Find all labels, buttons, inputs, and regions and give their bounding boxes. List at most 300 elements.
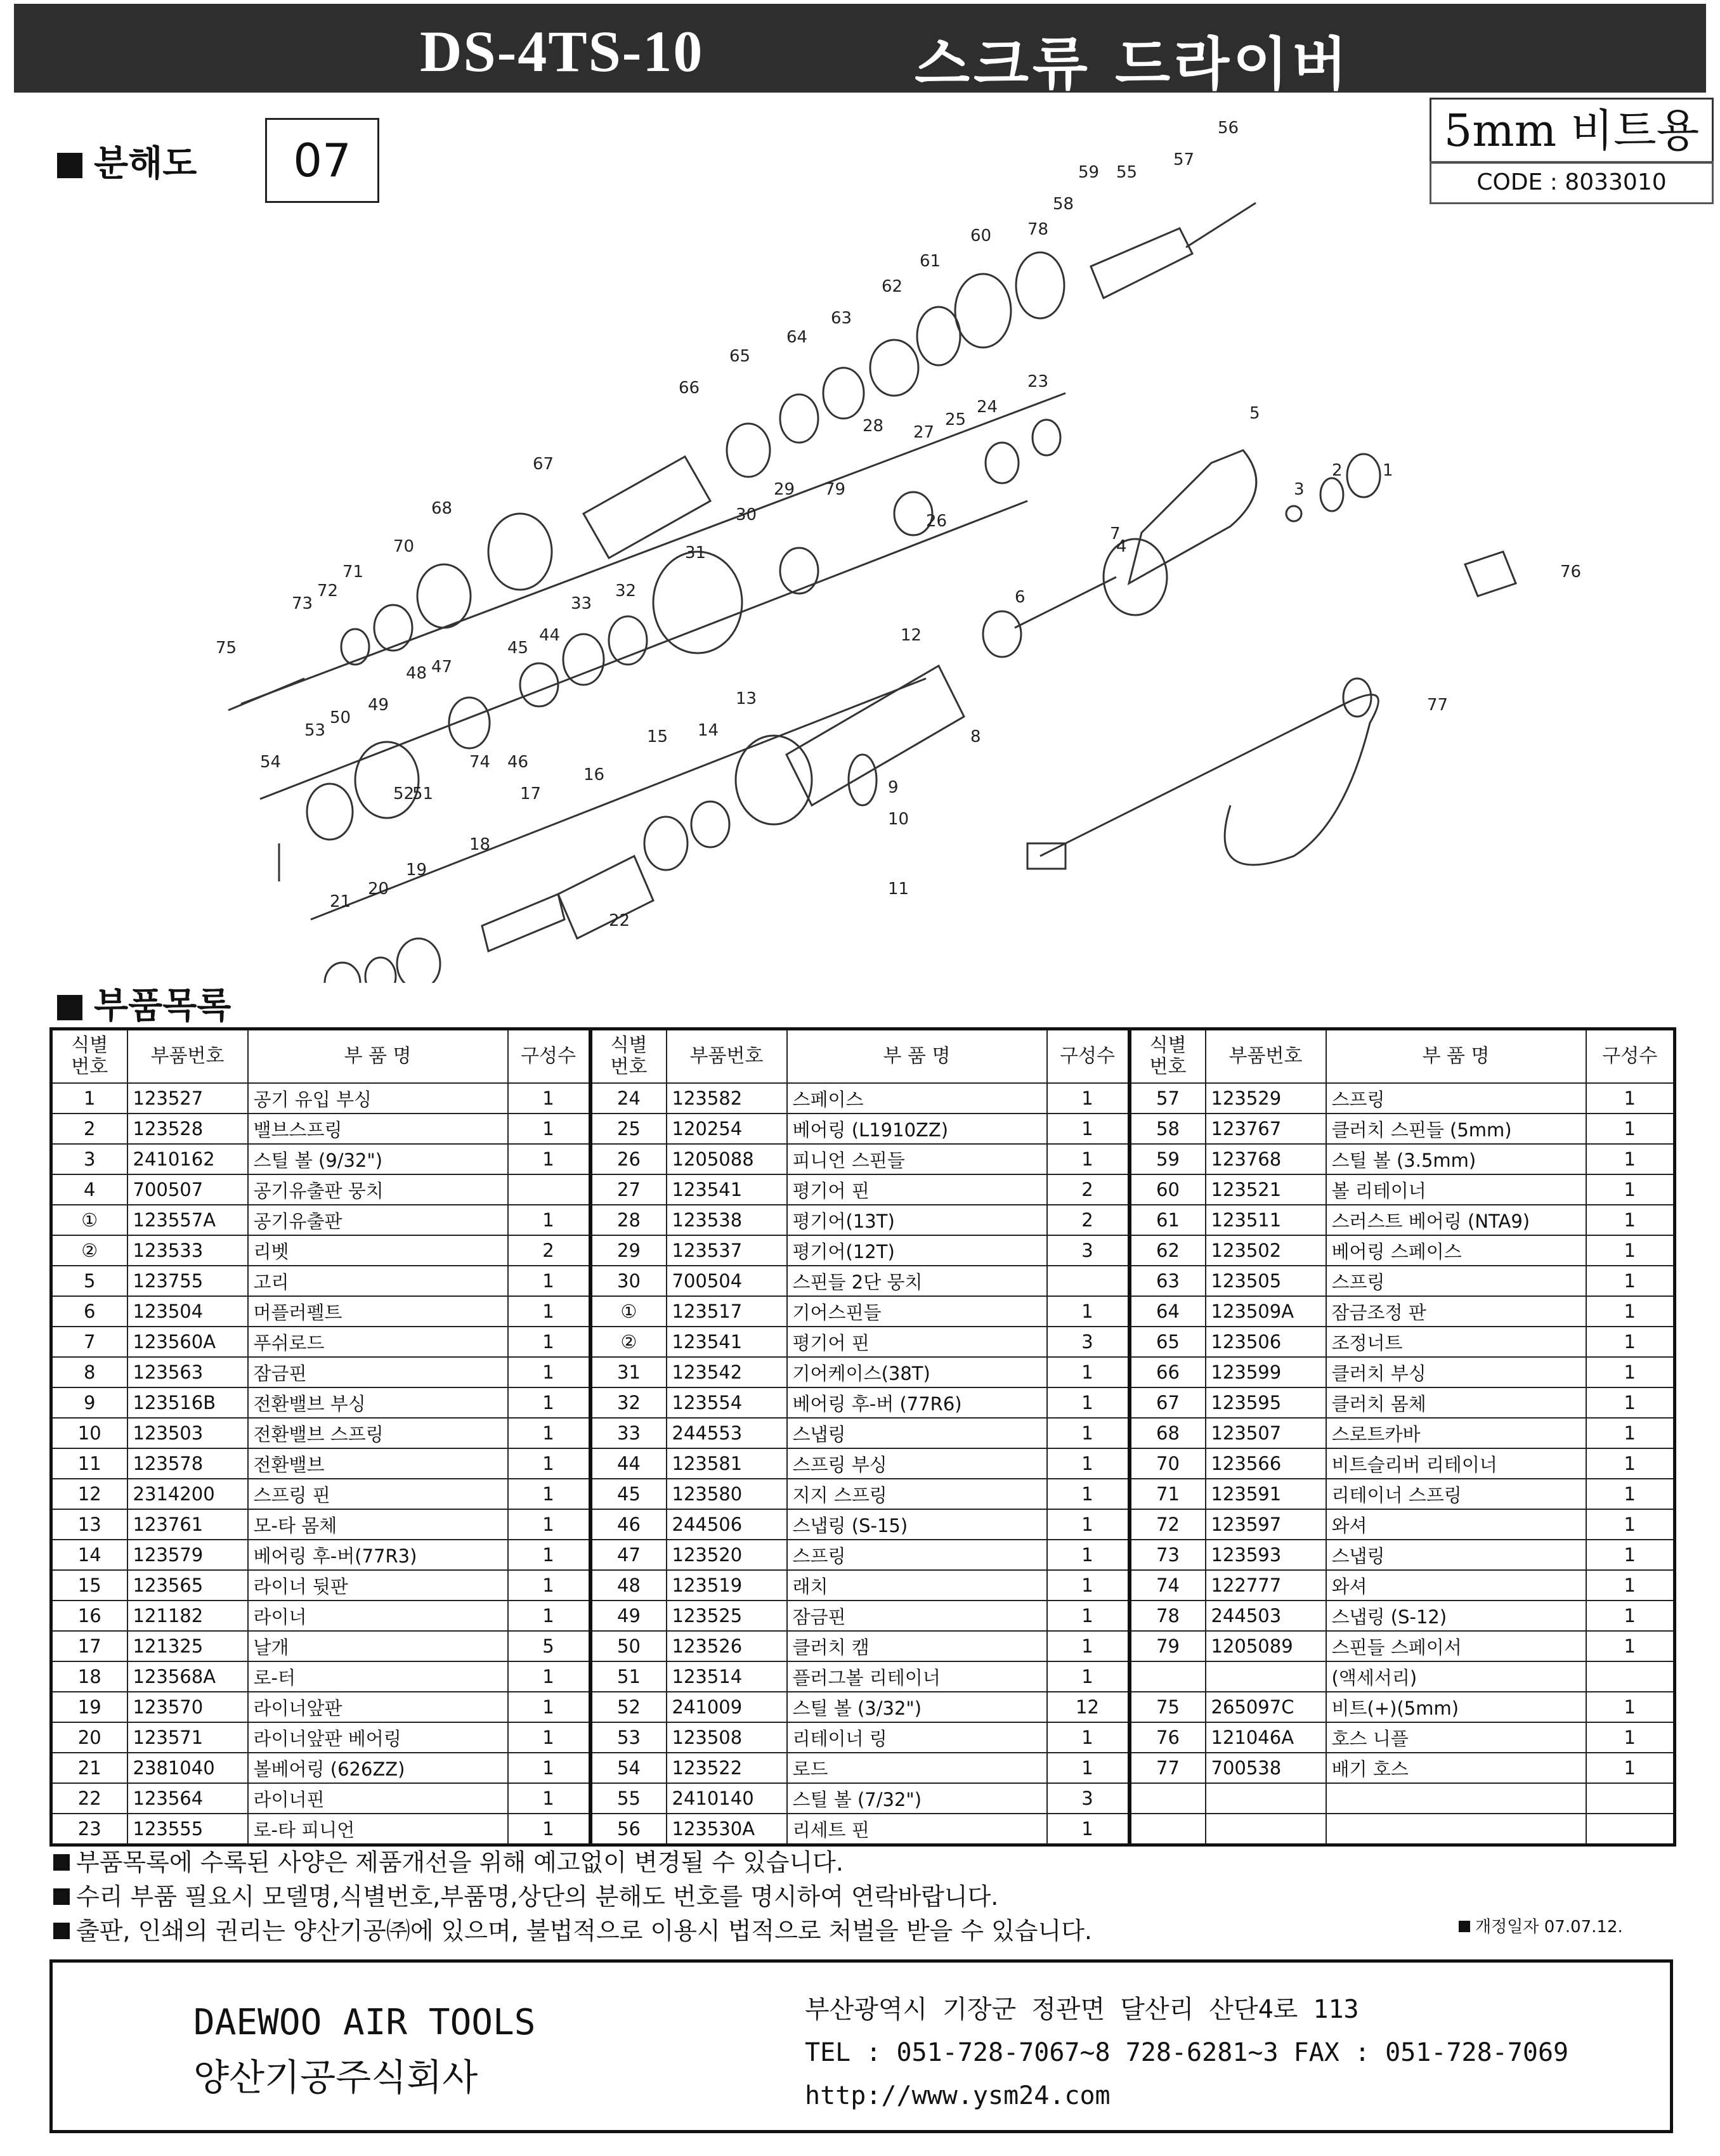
cell-qty: 1 xyxy=(1047,1570,1130,1601)
callout-label: 28 xyxy=(863,417,884,436)
cell-id: 15 xyxy=(51,1570,127,1601)
cell-part-no: 123767 xyxy=(1206,1114,1326,1144)
inlet-bushing-part xyxy=(1347,454,1380,497)
parts-table xyxy=(49,1027,1676,1847)
cell-id: 12 xyxy=(51,1479,127,1509)
cell-qty: 1 xyxy=(1047,1479,1130,1509)
cell-part-name: 로드 xyxy=(787,1753,1047,1783)
cell-qty: 1 xyxy=(1586,1448,1675,1479)
cell-qty: 1 xyxy=(1586,1296,1675,1327)
cell-id: 16 xyxy=(51,1601,127,1631)
diagram-page-number: 07 xyxy=(265,118,379,203)
retainer-ring-part xyxy=(307,784,353,840)
cell-part-no: 700538 xyxy=(1206,1753,1326,1783)
cell-part-no: 2381040 xyxy=(127,1753,248,1783)
cell-qty: 1 xyxy=(1586,1387,1675,1418)
cell-qty: 1 xyxy=(1586,1327,1675,1357)
table-row xyxy=(51,1266,1675,1296)
cell-qty: 1 xyxy=(1586,1083,1675,1114)
cell-id: 63 xyxy=(1130,1266,1206,1296)
muffler-felt-part xyxy=(983,611,1021,657)
table-row xyxy=(51,1448,1675,1479)
cell-id: 5 xyxy=(51,1266,127,1296)
cell-id: 13 xyxy=(51,1509,127,1540)
cell-qty: 1 xyxy=(508,1570,590,1601)
callout-label: 9 xyxy=(888,778,899,797)
cell-part-no: 700507 xyxy=(127,1174,248,1205)
cell-id: 59 xyxy=(1130,1144,1206,1174)
cell-qty: 12 xyxy=(1047,1692,1130,1722)
cell-part-name: 클러치 부싱 xyxy=(1326,1357,1586,1387)
cell-id: 20 xyxy=(51,1722,127,1753)
cell-id: 23 xyxy=(51,1814,127,1845)
cell-qty: 1 xyxy=(508,1540,590,1570)
ball-bearing-part xyxy=(325,963,360,983)
table-row xyxy=(51,1296,1675,1327)
cell-part-no: 123538 xyxy=(667,1205,787,1235)
col-header-qty: 구성수 xyxy=(508,1029,590,1084)
cell-qty: 1 xyxy=(1047,1631,1130,1661)
table-row xyxy=(51,1509,1675,1540)
callout-label: 10 xyxy=(888,810,909,829)
cell-id: 32 xyxy=(590,1387,667,1418)
callout-label: 53 xyxy=(304,721,326,740)
liner-front-plate-part xyxy=(397,938,440,983)
callout-label: 70 xyxy=(393,537,415,556)
cell-qty: 1 xyxy=(1047,1083,1130,1114)
diagram-guide-line xyxy=(260,501,1027,799)
cell-part-name: 베어링 후-버(77R3) xyxy=(248,1540,508,1570)
cell-part-no: 123516B xyxy=(127,1387,248,1418)
cell-part-no: 2410140 xyxy=(667,1783,787,1814)
cell-part-name: 잠금핀 xyxy=(787,1601,1047,1631)
cell-part-no xyxy=(1206,1783,1326,1814)
cell-qty: 1 xyxy=(1047,1661,1130,1692)
bullet-square-icon xyxy=(53,1854,70,1871)
cell-part-no: 123582 xyxy=(667,1083,787,1114)
cell-part-name: 라이너앞판 베어링 xyxy=(248,1722,508,1753)
company-name-en: DAEWOO AIR TOOLS xyxy=(193,2002,536,2043)
table-row xyxy=(51,1174,1675,1205)
cell-part-no: 123504 xyxy=(127,1296,248,1327)
callout-label: 7 xyxy=(1110,524,1121,543)
col-header-id: 식별 번호 xyxy=(51,1029,127,1084)
cell-id: ① xyxy=(51,1205,127,1235)
callout-label: 14 xyxy=(698,721,719,740)
cell-qty xyxy=(1586,1814,1675,1845)
cell-id: 62 xyxy=(1130,1235,1206,1266)
cell-part-no: 123525 xyxy=(667,1601,787,1631)
cell-part-name: 푸쉬로드 xyxy=(248,1327,508,1357)
cell-part-no: 123517 xyxy=(667,1296,787,1327)
cell-part-no: 2410162 xyxy=(127,1144,248,1174)
cell-qty: 1 xyxy=(508,1387,590,1418)
cell-part-no: 122777 xyxy=(1206,1570,1326,1601)
thrust-bearing-part xyxy=(955,274,1011,347)
parts-table-body xyxy=(51,1083,1675,1845)
cell-part-name: 스핀들 스페이서 xyxy=(1326,1631,1586,1661)
cell-part-name: 잠금조정 판 xyxy=(1326,1296,1586,1327)
cell-part-no: 123591 xyxy=(1206,1479,1326,1509)
cell-part-no: 123521 xyxy=(1206,1174,1326,1205)
product-code: CODE : 8033010 xyxy=(1430,161,1714,204)
retainer-spring-part xyxy=(374,605,412,651)
col-header-id: 식별 번호 xyxy=(1130,1029,1206,1084)
phone-fax: TEL : 051-728-7067~8 728-6281~3 FAX : 051-728-7069 xyxy=(805,2038,1569,2067)
col-header-part-name: 부 품 명 xyxy=(248,1029,508,1084)
callout-label: 20 xyxy=(368,880,389,899)
cell-part-name: 날개 xyxy=(248,1631,508,1661)
callout-label: 24 xyxy=(977,398,998,417)
valve-spring-part xyxy=(1320,478,1343,511)
cell-id: 21 xyxy=(51,1753,127,1783)
bullet-square-icon xyxy=(57,995,82,1020)
spacer-part xyxy=(917,307,960,365)
callout-label: 3 xyxy=(1294,480,1305,499)
cell-part-name: 베어링 후-버 (77R6) xyxy=(787,1387,1047,1418)
cell-part-no: 123527 xyxy=(127,1083,248,1114)
note-text: 출판, 인쇄의 권리는 양산기공㈜에 있으며, 불법적으로 이용시 법적으로 처벌을 받을 수 있습니다. xyxy=(76,1917,1093,1945)
cell-id: 47 xyxy=(590,1540,667,1570)
cell-part-no: 123530A xyxy=(667,1814,787,1845)
cell-part-name: 클러치 스핀들 (5mm) xyxy=(1326,1114,1586,1144)
table-row xyxy=(51,1570,1675,1601)
contact-block xyxy=(805,1988,1568,2117)
callout-label: 30 xyxy=(736,505,757,524)
cell-part-no: 123555 xyxy=(127,1814,248,1845)
cell-qty xyxy=(1586,1661,1675,1692)
washer-part xyxy=(341,629,369,665)
cell-part-name: 스로트카바 xyxy=(1326,1418,1586,1448)
cell-part-name: 기어스핀들 xyxy=(787,1296,1047,1327)
cell-part-name: 평기어 핀 xyxy=(787,1327,1047,1357)
cell-id: 64 xyxy=(1130,1296,1206,1327)
cell-qty: 1 xyxy=(1047,1418,1130,1448)
cell-part-no: 121182 xyxy=(127,1601,248,1631)
table-row xyxy=(51,1144,1675,1174)
note-item xyxy=(53,1845,1092,1880)
cell-part-name: 공기유출판 뭉치 xyxy=(248,1174,508,1205)
callout-label: 19 xyxy=(406,860,427,880)
cell-part-name: 스냅링 xyxy=(1326,1540,1586,1570)
cell-qty: 1 xyxy=(508,1144,590,1174)
spring-part xyxy=(870,340,918,396)
callout-label: 60 xyxy=(970,226,992,245)
table-row xyxy=(51,1479,1675,1509)
cell-part-name: 스프링 xyxy=(1326,1266,1586,1296)
diagram-guide-line xyxy=(241,393,1065,704)
cell-part-no: 1205089 xyxy=(1206,1631,1326,1661)
cell-qty: 1 xyxy=(1586,1509,1675,1540)
callout-label: 1 xyxy=(1383,461,1393,480)
cell-part-no: 123570 xyxy=(127,1692,248,1722)
cell-id: ② xyxy=(590,1327,667,1357)
cell-part-no: 123519 xyxy=(667,1570,787,1601)
col-header-part-name: 부 품 명 xyxy=(1326,1029,1586,1084)
callout-label: 6 xyxy=(1015,588,1026,607)
cell-part-no: 123581 xyxy=(667,1448,787,1479)
table-row xyxy=(51,1722,1675,1753)
cell-part-no: 123597 xyxy=(1206,1509,1326,1540)
cell-id: 71 xyxy=(1130,1479,1206,1509)
callout-label: 72 xyxy=(317,581,339,601)
cell-qty: 1 xyxy=(1586,1753,1675,1783)
diagram-section-label: 분해도 xyxy=(94,143,197,185)
cell-id: ① xyxy=(590,1296,667,1327)
cell-part-no: 120254 xyxy=(667,1114,787,1144)
callout-label: 57 xyxy=(1173,150,1195,169)
cell-qty: 2 xyxy=(1047,1205,1130,1235)
cell-part-name: 스틸 볼 (9/32") xyxy=(248,1144,508,1174)
cell-qty xyxy=(1047,1266,1130,1296)
cell-id xyxy=(1130,1783,1206,1814)
cell-qty: 1 xyxy=(1586,1114,1675,1144)
cell-id: 79 xyxy=(1130,1631,1206,1661)
callout-label: 63 xyxy=(831,309,852,328)
callout-label: 26 xyxy=(926,512,948,531)
clutch-bushing-part xyxy=(727,424,770,477)
cell-qty: 1 xyxy=(1586,1266,1675,1296)
push-rod-part xyxy=(1015,577,1116,628)
note-text: 수리 부품 필요시 모델명,식별번호,부품명,상단의 분해도 번호를 명시하여 연락바랍니다. xyxy=(76,1883,999,1911)
cell-qty: 1 xyxy=(508,1783,590,1814)
cell-part-no: 700504 xyxy=(667,1266,787,1296)
product-title: 스크류 드라이버 xyxy=(915,31,1351,98)
cell-part-no: 241009 xyxy=(667,1692,787,1722)
cell-part-name: 스프링 부싱 xyxy=(787,1448,1047,1479)
callout-label: 67 xyxy=(533,455,554,474)
callout-label: 12 xyxy=(901,626,922,645)
col-header-qty: 구성수 xyxy=(1586,1029,1675,1084)
cell-part-no xyxy=(1206,1814,1326,1845)
cell-part-no: 121325 xyxy=(127,1631,248,1661)
cell-part-no: 123554 xyxy=(667,1387,787,1418)
col-header-part-no: 부품번호 xyxy=(127,1029,248,1084)
cell-part-no: 123505 xyxy=(1206,1266,1326,1296)
callout-label: 4 xyxy=(1116,537,1127,556)
cell-qty: 1 xyxy=(508,1692,590,1722)
cell-id: 73 xyxy=(1130,1540,1206,1570)
cell-part-name: 스틸 볼 (7/32") xyxy=(787,1783,1047,1814)
cell-part-name: 플러그볼 리테이너 xyxy=(787,1661,1047,1692)
callout-label: 62 xyxy=(882,277,903,296)
cell-part-no: 123522 xyxy=(667,1753,787,1783)
note-item xyxy=(53,1880,1092,1914)
cell-part-name: 조정너트 xyxy=(1326,1327,1586,1357)
callout-label: 76 xyxy=(1560,562,1582,581)
cell-part-name: 잠금핀 xyxy=(248,1357,508,1387)
cell-part-no: 123541 xyxy=(667,1327,787,1357)
cell-id: 33 xyxy=(590,1418,667,1448)
spacer-small-part xyxy=(1033,420,1060,455)
cell-part-name: 베어링 (L1910ZZ) xyxy=(787,1114,1047,1144)
cell-qty: 1 xyxy=(1047,1448,1130,1479)
cell-part-no: 123557A xyxy=(127,1205,248,1235)
rotor-part xyxy=(482,894,564,951)
cell-id: 66 xyxy=(1130,1357,1206,1387)
liner-back-plate-part xyxy=(644,817,687,870)
cell-qty: 1 xyxy=(508,1418,590,1448)
cell-part-name: 스냅링 xyxy=(787,1418,1047,1448)
cell-qty: 1 xyxy=(1047,1357,1130,1387)
cell-id: 30 xyxy=(590,1266,667,1296)
table-row xyxy=(51,1235,1675,1266)
cell-part-no: 123502 xyxy=(1206,1235,1326,1266)
cell-qty: 1 xyxy=(508,1509,590,1540)
cell-id: 48 xyxy=(590,1570,667,1601)
callout-label: 74 xyxy=(469,753,491,772)
cell-part-no: 123541 xyxy=(667,1174,787,1205)
model-number: DS-4TS-10 xyxy=(420,19,704,84)
cell-part-name: 리테이너 스프링 xyxy=(1326,1479,1586,1509)
bullet-square-icon xyxy=(53,1888,70,1905)
callout-label: 66 xyxy=(679,379,700,398)
table-row xyxy=(51,1205,1675,1235)
cell-part-name: 와셔 xyxy=(1326,1570,1586,1601)
cell-qty: 1 xyxy=(508,1814,590,1845)
callout-label: 15 xyxy=(647,727,668,746)
cell-qty: 1 xyxy=(1047,1114,1130,1144)
company-footer xyxy=(49,1959,1673,2133)
cell-qty: 1 xyxy=(1586,1235,1675,1266)
cell-part-name: 클러치 캠 xyxy=(787,1631,1047,1661)
bearing-cover-part xyxy=(609,616,647,665)
cell-qty: 1 xyxy=(1586,1479,1675,1509)
cell-part-no: 2314200 xyxy=(127,1479,248,1509)
cell-id xyxy=(1130,1814,1206,1845)
cell-part-no: 123508 xyxy=(667,1722,787,1753)
cell-part-name: 로-터 xyxy=(248,1661,508,1692)
cell-part-no: 123542 xyxy=(667,1357,787,1387)
cell-part-name: 비트(+)(5mm) xyxy=(1326,1692,1586,1722)
callout-label: 32 xyxy=(615,581,637,601)
cell-part-name: 호스 니플 xyxy=(1326,1722,1586,1753)
clutch-body-part xyxy=(583,457,710,558)
cell-part-name: 볼 리테이너 xyxy=(1326,1174,1586,1205)
callout-label: 56 xyxy=(1218,119,1239,138)
cell-qty: 3 xyxy=(1047,1327,1130,1357)
bit-part xyxy=(228,679,304,710)
cell-part-name: 전환밸브 부싱 xyxy=(248,1387,508,1418)
cell-id: 49 xyxy=(590,1601,667,1631)
cell-part-name: 피니언 스핀들 xyxy=(787,1144,1047,1174)
cell-part-name: 밸브스프링 xyxy=(248,1114,508,1144)
table-row xyxy=(51,1753,1675,1783)
callout-label: 50 xyxy=(330,708,351,727)
cell-qty: 1 xyxy=(508,1753,590,1783)
cell-part-name: 평기어(12T) xyxy=(787,1235,1047,1266)
table-row xyxy=(51,1327,1675,1357)
cell-qty xyxy=(1586,1783,1675,1814)
website-link[interactable]: http://www.ysm24.com xyxy=(805,2081,1111,2110)
cell-part-no: 123565 xyxy=(127,1570,248,1601)
cell-id: 19 xyxy=(51,1692,127,1722)
title-bar xyxy=(14,4,1706,98)
cell-part-name: 배기 호스 xyxy=(1326,1753,1586,1783)
cell-part-name: 라이너핀 xyxy=(248,1783,508,1814)
gear-case-part xyxy=(653,552,742,653)
cell-qty: 5 xyxy=(508,1631,590,1661)
bearing-part xyxy=(1016,252,1064,318)
cell-part-no: 123503 xyxy=(127,1418,248,1448)
col-header-part-name: 부 품 명 xyxy=(787,1029,1047,1084)
liner-part xyxy=(558,856,653,938)
cell-part-no: 123537 xyxy=(667,1235,787,1266)
cell-id: 72 xyxy=(1130,1509,1206,1540)
pinion-gear-part xyxy=(780,548,818,594)
cell-part-no: 244506 xyxy=(667,1509,787,1540)
cell-id: 70 xyxy=(1130,1448,1206,1479)
reverse-valve-part xyxy=(849,755,876,805)
cell-qty: 1 xyxy=(508,1448,590,1479)
callout-label: 77 xyxy=(1427,696,1449,715)
bearing-cover-rear-part xyxy=(691,802,729,847)
cell-part-name: 전환밸브 xyxy=(248,1448,508,1479)
callout-label: 65 xyxy=(729,347,751,366)
callout-label: 78 xyxy=(1027,220,1049,239)
motor-body-front-part xyxy=(736,736,812,824)
cell-part-name: 공기 유입 부싱 xyxy=(248,1083,508,1114)
cell-id: 61 xyxy=(1130,1205,1206,1235)
callout-label: 29 xyxy=(774,480,795,499)
callout-label: 44 xyxy=(539,626,561,645)
exhaust-plate-part xyxy=(1104,539,1167,615)
cell-id: 50 xyxy=(590,1631,667,1661)
exhaust-hose-part xyxy=(1040,694,1378,864)
cell-part-name: 리테이너 링 xyxy=(787,1722,1047,1753)
cell-id: 7 xyxy=(51,1327,127,1357)
callout-label: 8 xyxy=(970,727,981,746)
cell-id: 1 xyxy=(51,1083,127,1114)
cell-qty: 1 xyxy=(1047,1814,1130,1845)
cell-id: 6 xyxy=(51,1296,127,1327)
cell-qty: 1 xyxy=(508,1114,590,1144)
table-row xyxy=(51,1814,1675,1845)
cell-part-name xyxy=(1326,1783,1586,1814)
callout-label: 25 xyxy=(945,410,967,429)
cell-id: ② xyxy=(51,1235,127,1266)
cell-qty: 1 xyxy=(1586,1144,1675,1174)
cell-part-name: 공기유출판 xyxy=(248,1205,508,1235)
cell-part-no: 123566 xyxy=(1206,1448,1326,1479)
cell-part-no: 123768 xyxy=(1206,1144,1326,1174)
callout-label: 55 xyxy=(1116,163,1138,182)
parts-section-label: 부품목록 xyxy=(94,985,231,1027)
cell-id: 22 xyxy=(51,1783,127,1814)
cell-part-name: (액세서리) xyxy=(1326,1661,1586,1692)
cell-part-no: 123563 xyxy=(127,1357,248,1387)
parts-section-heading xyxy=(57,978,231,1029)
callout-label: 51 xyxy=(412,784,434,803)
throttle-cover-part xyxy=(488,514,552,590)
notes xyxy=(53,1845,1092,1948)
table-row xyxy=(51,1418,1675,1448)
cell-part-no: 123578 xyxy=(127,1448,248,1479)
lock-plate-part xyxy=(823,368,864,419)
cell-part-no: 123599 xyxy=(1206,1357,1326,1387)
cell-part-no: 123595 xyxy=(1206,1387,1326,1418)
cell-id: 51 xyxy=(590,1661,667,1692)
callout-label: 52 xyxy=(393,784,415,803)
cell-part-name: 리벳 xyxy=(248,1235,508,1266)
cell-qty: 1 xyxy=(508,1266,590,1296)
cell-part-name: 클러치 몸체 xyxy=(1326,1387,1586,1418)
table-row xyxy=(51,1783,1675,1814)
cell-id: 54 xyxy=(590,1753,667,1783)
cell-part-no: 123511 xyxy=(1206,1205,1326,1235)
callout-label: 59 xyxy=(1078,163,1100,182)
cell-qty: 3 xyxy=(1047,1783,1130,1814)
